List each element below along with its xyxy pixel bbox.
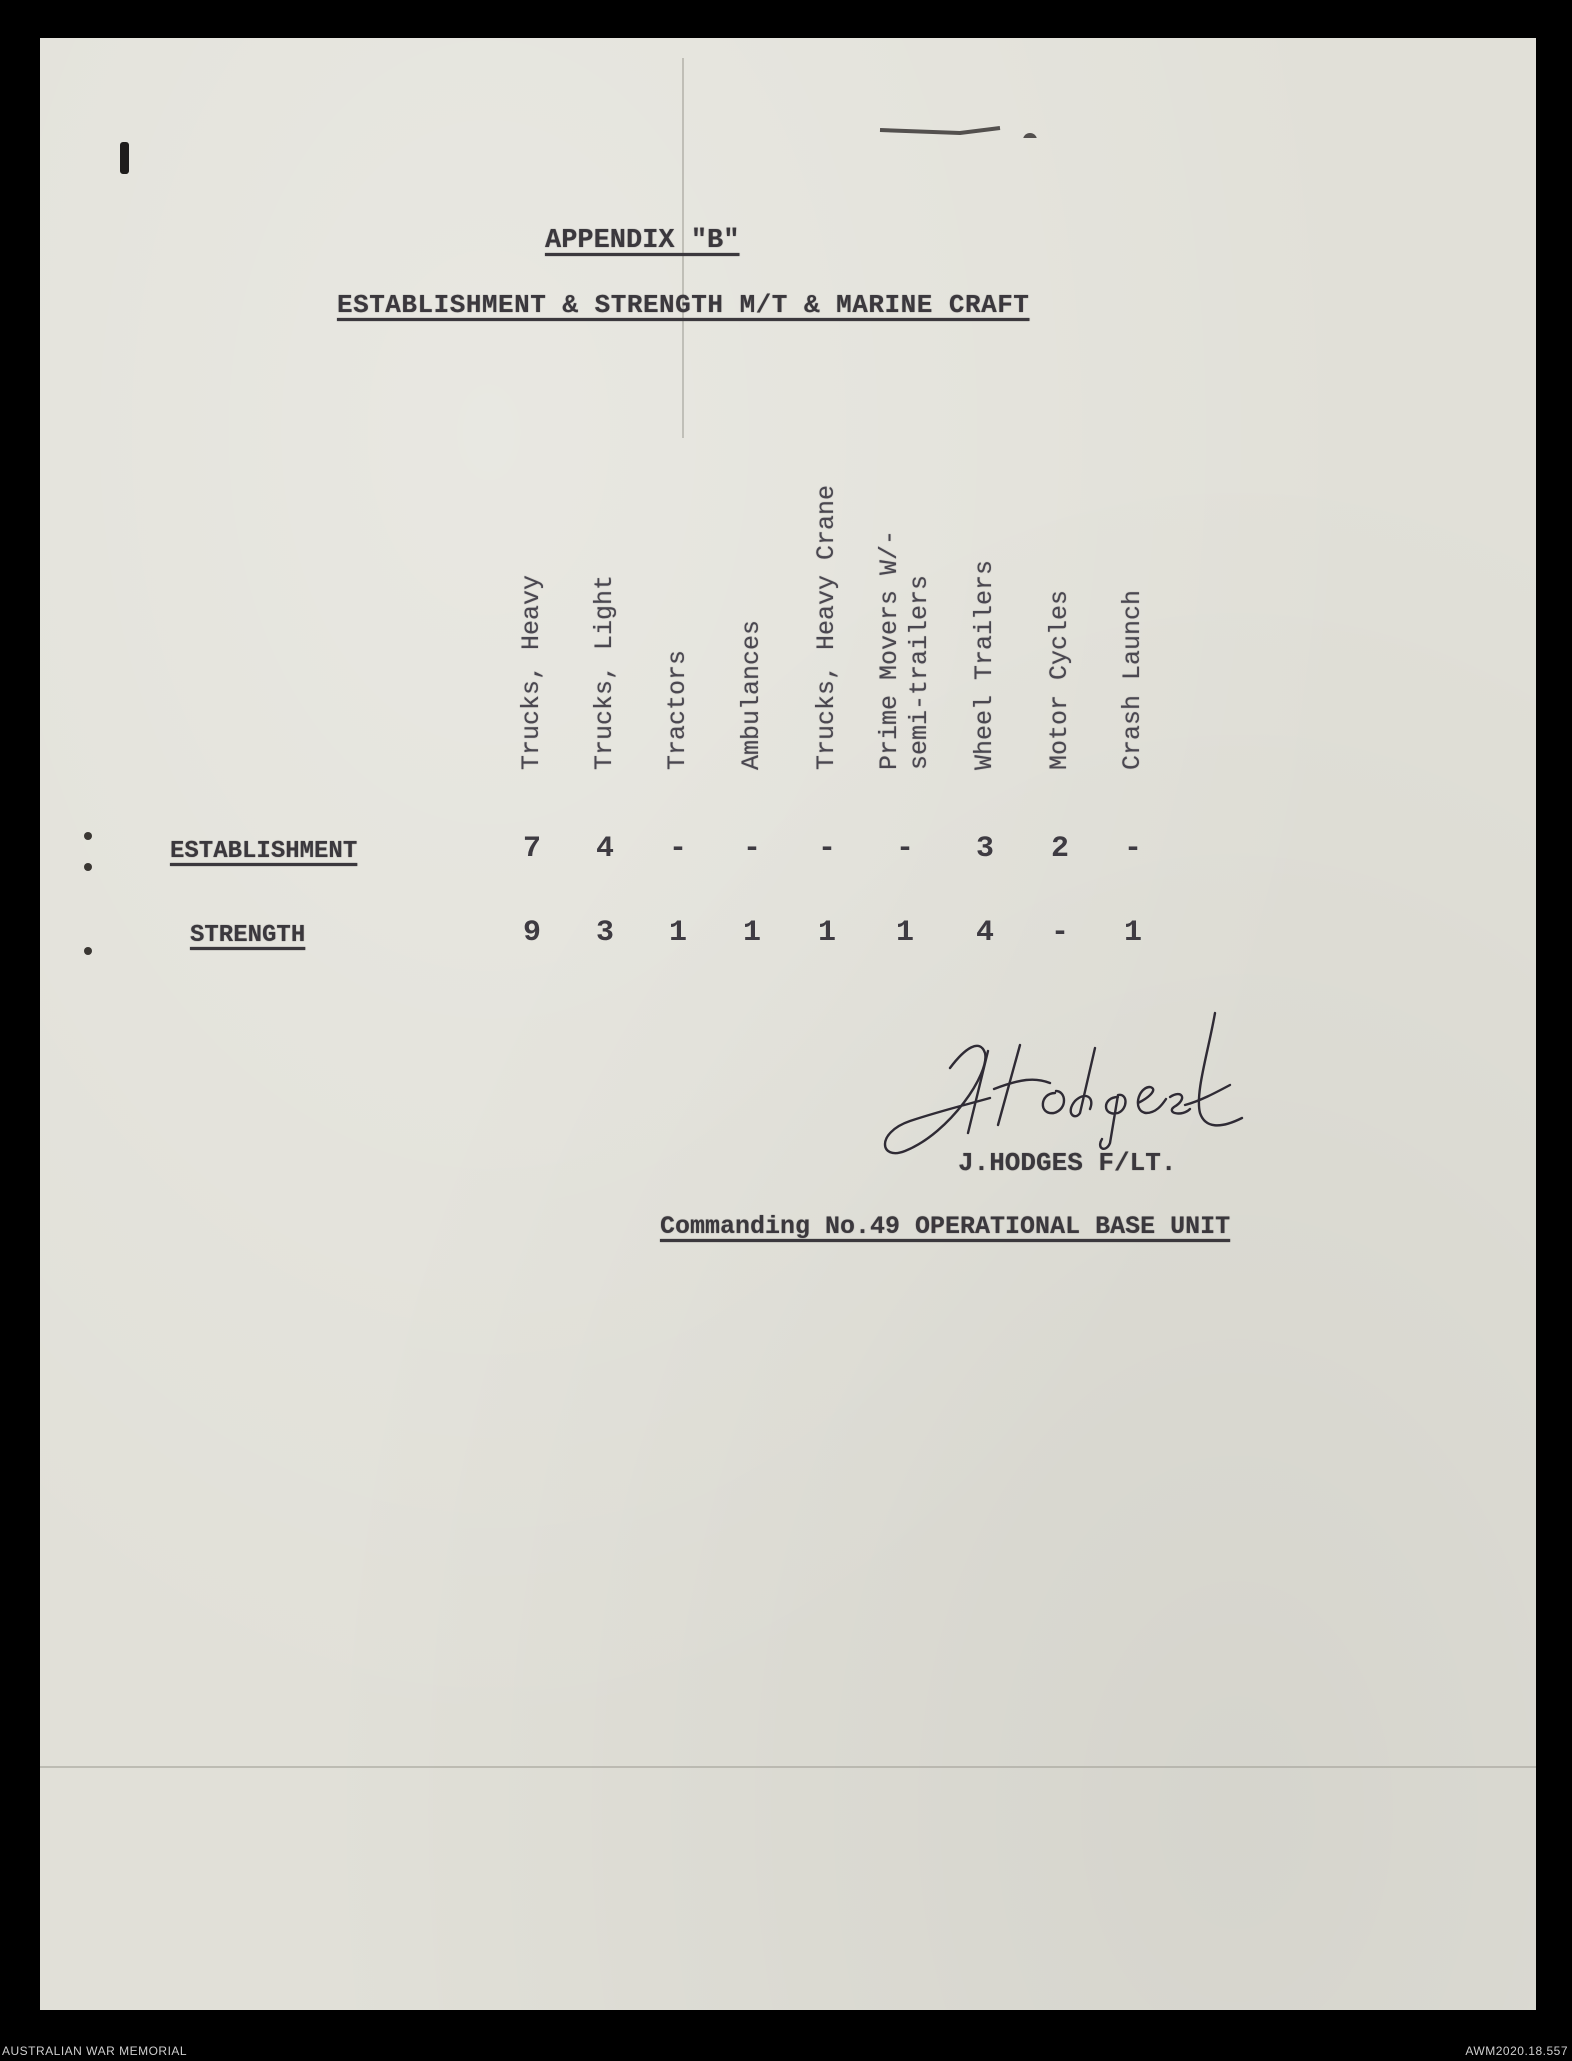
ink-mark xyxy=(120,142,129,174)
column-header-ambulances: Ambulances xyxy=(737,619,766,770)
fold-line xyxy=(40,1766,1536,1768)
table-cell: 1 xyxy=(895,916,914,950)
column-header-crash-launch: Crash Launch xyxy=(1118,589,1147,770)
column-header-trucks-heavy: Trucks, Heavy xyxy=(517,574,546,770)
table-cell: - xyxy=(668,832,687,866)
table-cell: 4 xyxy=(975,916,994,950)
table-cell: - xyxy=(1123,832,1142,866)
table-cell: - xyxy=(817,832,836,866)
footer-left: AUSTRALIAN WAR MEMORIAL xyxy=(2,2044,188,2058)
table-cell: 4 xyxy=(595,832,614,866)
punch-hole xyxy=(84,863,92,871)
page-title: APPENDIX "B" xyxy=(545,226,740,256)
table-cell: 1 xyxy=(742,916,761,950)
table-cell: 9 xyxy=(522,916,541,950)
table-cell: 1 xyxy=(668,916,687,950)
table-cell: 1 xyxy=(1123,916,1142,950)
column-header-trucks-heavy-crane: Trucks, Heavy Crane xyxy=(812,484,841,770)
column-header-prime-movers-w-semi-trailers: Prime Movers W/- semi-trailers xyxy=(875,529,934,770)
signature-name: J.HODGES F/LT. xyxy=(958,1148,1177,1178)
table-cell: 3 xyxy=(975,832,994,866)
ink-smudge xyxy=(840,78,1060,138)
signature-unit: Commanding No.49 OPERATIONAL BASE UNIT xyxy=(660,1212,1231,1241)
punch-hole xyxy=(84,832,92,840)
table-cell: 1 xyxy=(817,916,836,950)
page-subtitle: ESTABLISHMENT & STRENGTH M/T & MARINE CRAFT xyxy=(337,290,1030,320)
table-cell: - xyxy=(895,832,914,866)
footer-right: AWM2020.18.557 xyxy=(1465,2044,1568,2058)
table-cell: 2 xyxy=(1050,832,1069,866)
punch-hole xyxy=(84,947,92,955)
table-cell: - xyxy=(742,832,761,866)
row-label-establishment: ESTABLISHMENT xyxy=(170,838,358,865)
handwritten-signature xyxy=(870,993,1250,1163)
table-cell: - xyxy=(1050,916,1069,950)
row-label-strength: STRENGTH xyxy=(190,922,306,949)
document-page xyxy=(40,38,1536,2010)
column-header-motor-cycles: Motor Cycles xyxy=(1045,589,1074,770)
table-cell: 3 xyxy=(595,916,614,950)
table-cell: 7 xyxy=(522,832,541,866)
column-header-tractors: Tractors xyxy=(663,649,692,770)
column-header-trucks-light: Trucks, Light xyxy=(590,574,619,770)
column-header-wheel-trailers: Wheel Trailers xyxy=(970,559,999,770)
